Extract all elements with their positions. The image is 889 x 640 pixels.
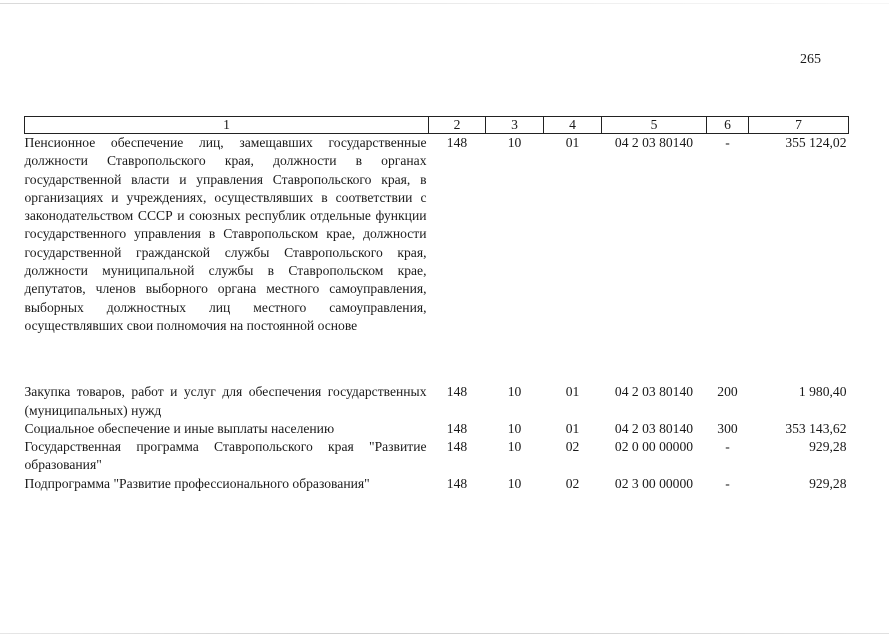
row-amount: 1 980,40 <box>798 384 847 400</box>
table-row <box>25 475 849 493</box>
table-row <box>25 383 849 420</box>
scan-edge-top <box>0 3 889 4</box>
row-code-subsection: 02 <box>565 439 580 455</box>
table-row <box>25 134 849 336</box>
row-code-subsection: 02 <box>565 475 580 491</box>
row-code-target: 04 2 03 80140 <box>614 384 694 400</box>
row-code-section: 10 <box>507 420 522 436</box>
column-header-7: 7 <box>749 117 849 134</box>
row-name: Подпрограмма "Развитие профессионального образования" <box>24 475 370 491</box>
row-code-admin: 148 <box>446 135 468 150</box>
row-code-expense-type: - <box>725 475 730 491</box>
column-header-3: 3 <box>486 117 544 134</box>
row-code-expense-type: 300 <box>717 420 738 436</box>
row-amount: 353 143,62 <box>785 420 847 436</box>
column-header-2: 2 <box>429 117 486 134</box>
row-code-section: 10 <box>507 439 522 455</box>
row-code-admin: 148 <box>446 439 468 455</box>
row-name: Социальное обеспечение и иные выплаты населению <box>24 420 335 436</box>
row-code-subsection: 01 <box>565 384 580 400</box>
row-code-admin: 148 <box>446 475 468 491</box>
row-code-admin: 148 <box>446 384 468 400</box>
row-code-subsection: 01 <box>565 135 580 150</box>
row-code-subsection: 01 <box>565 420 580 436</box>
table-row <box>25 438 849 475</box>
column-header-4: 4 <box>544 117 602 134</box>
table-row <box>25 420 849 438</box>
row-name: Пенсионное обеспечение лиц, замещавших государственные должности Ставропольского края, должности в органах государственной власти и управления Ставропольского края, в организациях и учреждениях, осуществлявших в соответствии с законодательством СССР и союзных республик отдельные функции государственного управления в Ставропольском крае, должности государственной гражданской службы Ставропольского края, должности муниципальной службы в Ставропольском крае, депутатов, членов выборного органа местного самоуправления, выборных должностных лиц местного самоуправления, осуществлявших свои полномочия на постоянной основе <box>24 135 427 333</box>
column-header-6: 6 <box>707 117 749 134</box>
row-code-target: 02 0 00 00000 <box>614 439 694 455</box>
column-header-5: 5 <box>602 117 707 134</box>
row-code-target: 04 2 03 80140 <box>614 420 694 436</box>
row-amount: 355 124,02 <box>785 135 847 150</box>
row-name: Государственная программа Ставропольского края "Развитие образования" <box>24 439 427 473</box>
row-code-section: 10 <box>507 475 522 491</box>
row-code-admin: 148 <box>446 420 468 436</box>
column-header-1: 1 <box>25 117 429 134</box>
scan-edge-bottom <box>0 633 889 634</box>
row-code-expense-type: - <box>725 439 730 455</box>
row-code-target: 02 3 00 00000 <box>614 475 694 491</box>
row-code-expense-type: 200 <box>717 384 738 400</box>
row-name: Закупка товаров, работ и услуг для обеспечения государственных (муниципальных) нужд <box>24 384 427 418</box>
budget-table <box>24 116 849 493</box>
row-code-section: 10 <box>507 384 522 400</box>
table-header-row <box>25 117 849 134</box>
row-amount: 929,28 <box>809 475 847 491</box>
table-spacer <box>25 335 849 383</box>
row-code-section: 10 <box>507 135 522 150</box>
row-code-target: 04 2 03 80140 <box>614 135 694 150</box>
row-code-expense-type: - <box>725 135 730 150</box>
row-amount: 929,28 <box>809 439 847 455</box>
page-number: 265 <box>800 52 821 67</box>
